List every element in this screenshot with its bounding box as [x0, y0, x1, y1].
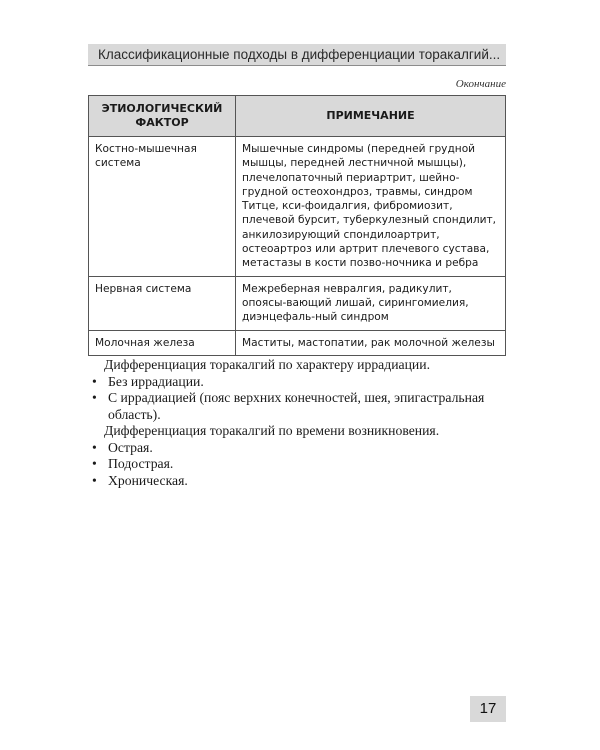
column-header-note: ПРИМЕЧАНИЕ: [236, 96, 506, 137]
column-header-factor: ЭТИОЛОГИЧЕСКИЙ ФАКТОР: [89, 96, 236, 137]
factor-cell: Костно-мышечная система: [89, 137, 236, 277]
list-item: • С иррадиацией (пояс верхних конечностей, шея, эпигастральная область).: [92, 390, 485, 422]
factor-cell: Нервная система: [89, 276, 236, 330]
list-item: • Хроническая.: [92, 472, 188, 488]
page-number: 17: [470, 696, 506, 722]
table-row: [89, 276, 506, 330]
list-item: • Подострая.: [92, 456, 174, 471]
table-row: [89, 330, 506, 355]
bullet-icon: •: [92, 439, 97, 455]
table-header-row: [89, 96, 506, 137]
bullet-icon: •: [92, 456, 97, 471]
onset-intro: Дифференциация торакалгий по времени возникновения.: [104, 423, 440, 438]
bullet-icon: •: [92, 390, 97, 405]
bullet-icon: •: [92, 472, 97, 488]
continuation-label: Окончание: [455, 78, 506, 90]
list-item: • Острая.: [92, 439, 153, 455]
etiology-table: [88, 95, 506, 356]
running-header: [88, 44, 506, 66]
note-cell: Маститы, мастопатии, рак молочной железы: [236, 330, 506, 355]
factor-cell: Молочная железа: [89, 330, 236, 355]
note-cell: Межреберная невралгия, радикулит, опоясы-вающий лишай, сирингомиелия, диэнцефаль-ный синдром: [236, 276, 506, 330]
table-row: [89, 137, 506, 277]
note-cell: Мышечные синдромы (передней грудной мышцы, передней лестничной мышцы), плечелопаточный периартрит, шейно-грудной остеохондроз, травмы, синдром Титце, кси-фоидалгия, фибромиозит, плечевой бурсит, туберкулезный спондилит, анкилозирующий спондилоартрит, остеоартроз или артрит плечевого сустава, метастазы в кости позво-ночника и ребра: [236, 137, 506, 277]
body-text: [88, 357, 508, 489]
bullet-icon: •: [92, 373, 97, 389]
running-title: Классификационные подходы в дифференциации торакалгий...: [98, 47, 501, 62]
list-item: • Без иррадиации.: [92, 373, 204, 389]
onset-list: [88, 440, 508, 490]
irradiation-intro: Дифференциация торакалгий по характеру иррадиации.: [104, 357, 430, 372]
irradiation-list: [88, 374, 508, 424]
